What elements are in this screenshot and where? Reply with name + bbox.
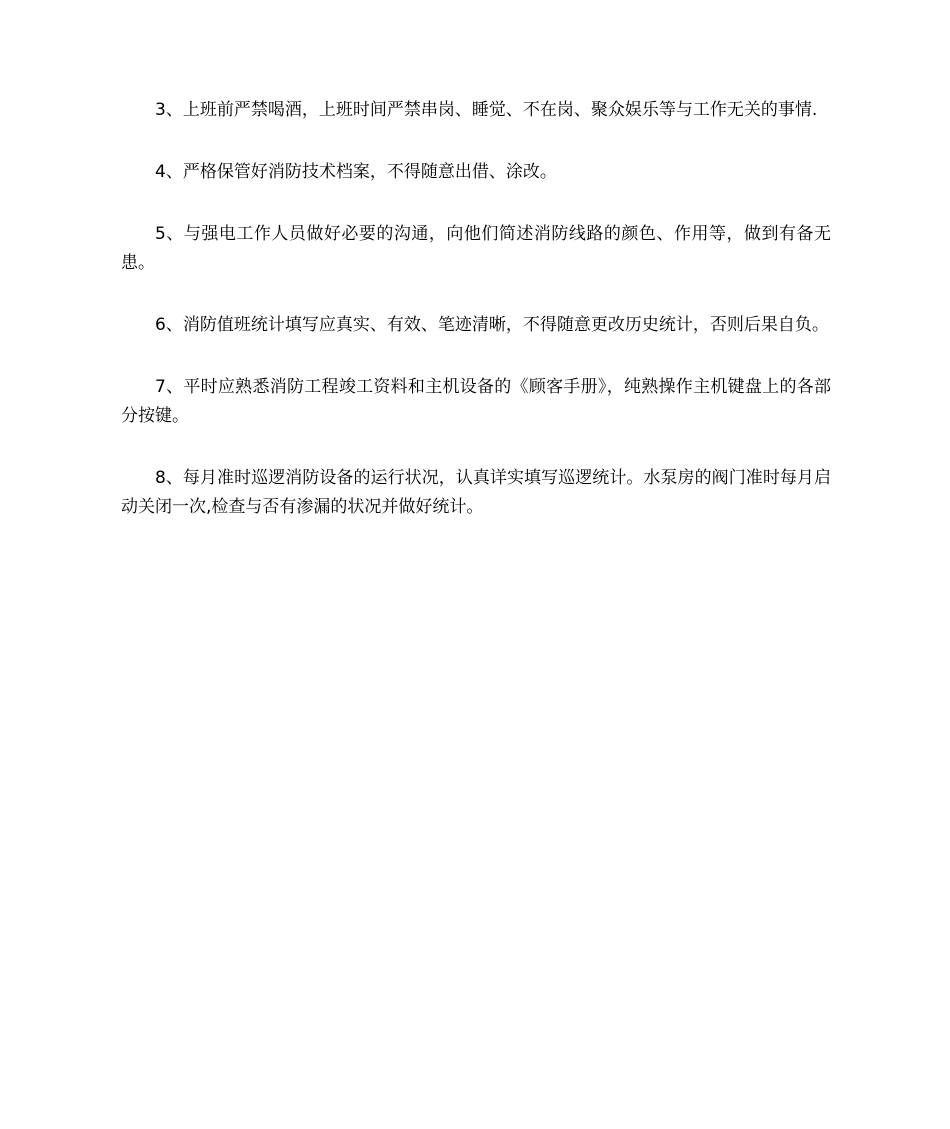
- paragraph-item-8: 8、每月准时巡逻消防设备的运行状况，认真详实填写巡逻统计。水泵房的阀门准时每月启动关闭一次,检查与否有渗漏的状况并做好统计。: [121, 468, 831, 517]
- paragraph-item-5: 5、与强电工作人员做好必要的沟通，向他们简述消防线路的颜色、作用等，做到有备无患。: [121, 224, 831, 273]
- paragraph-item-4: 4、严格保管好消防技术档案，不得随意出借、涂改。: [155, 162, 557, 182]
- paragraph-item-7: 7、平时应熟悉消防工程竣工资料和主机设备的《顾客手册》，纯熟操作主机键盘上的各部分按键。: [121, 377, 831, 426]
- paragraph-item-6: 6、消防值班统计填写应真实、有效、笔迹清晰，不得随意更改历史统计，否则后果自负。: [155, 315, 829, 335]
- paragraph-item-3: 3、上班前严禁喝酒，上班时间严禁串岗、睡觉、不在岗、聚众娱乐等与工作无关的事情.: [155, 100, 818, 120]
- document-body: [121, 96, 831, 555]
